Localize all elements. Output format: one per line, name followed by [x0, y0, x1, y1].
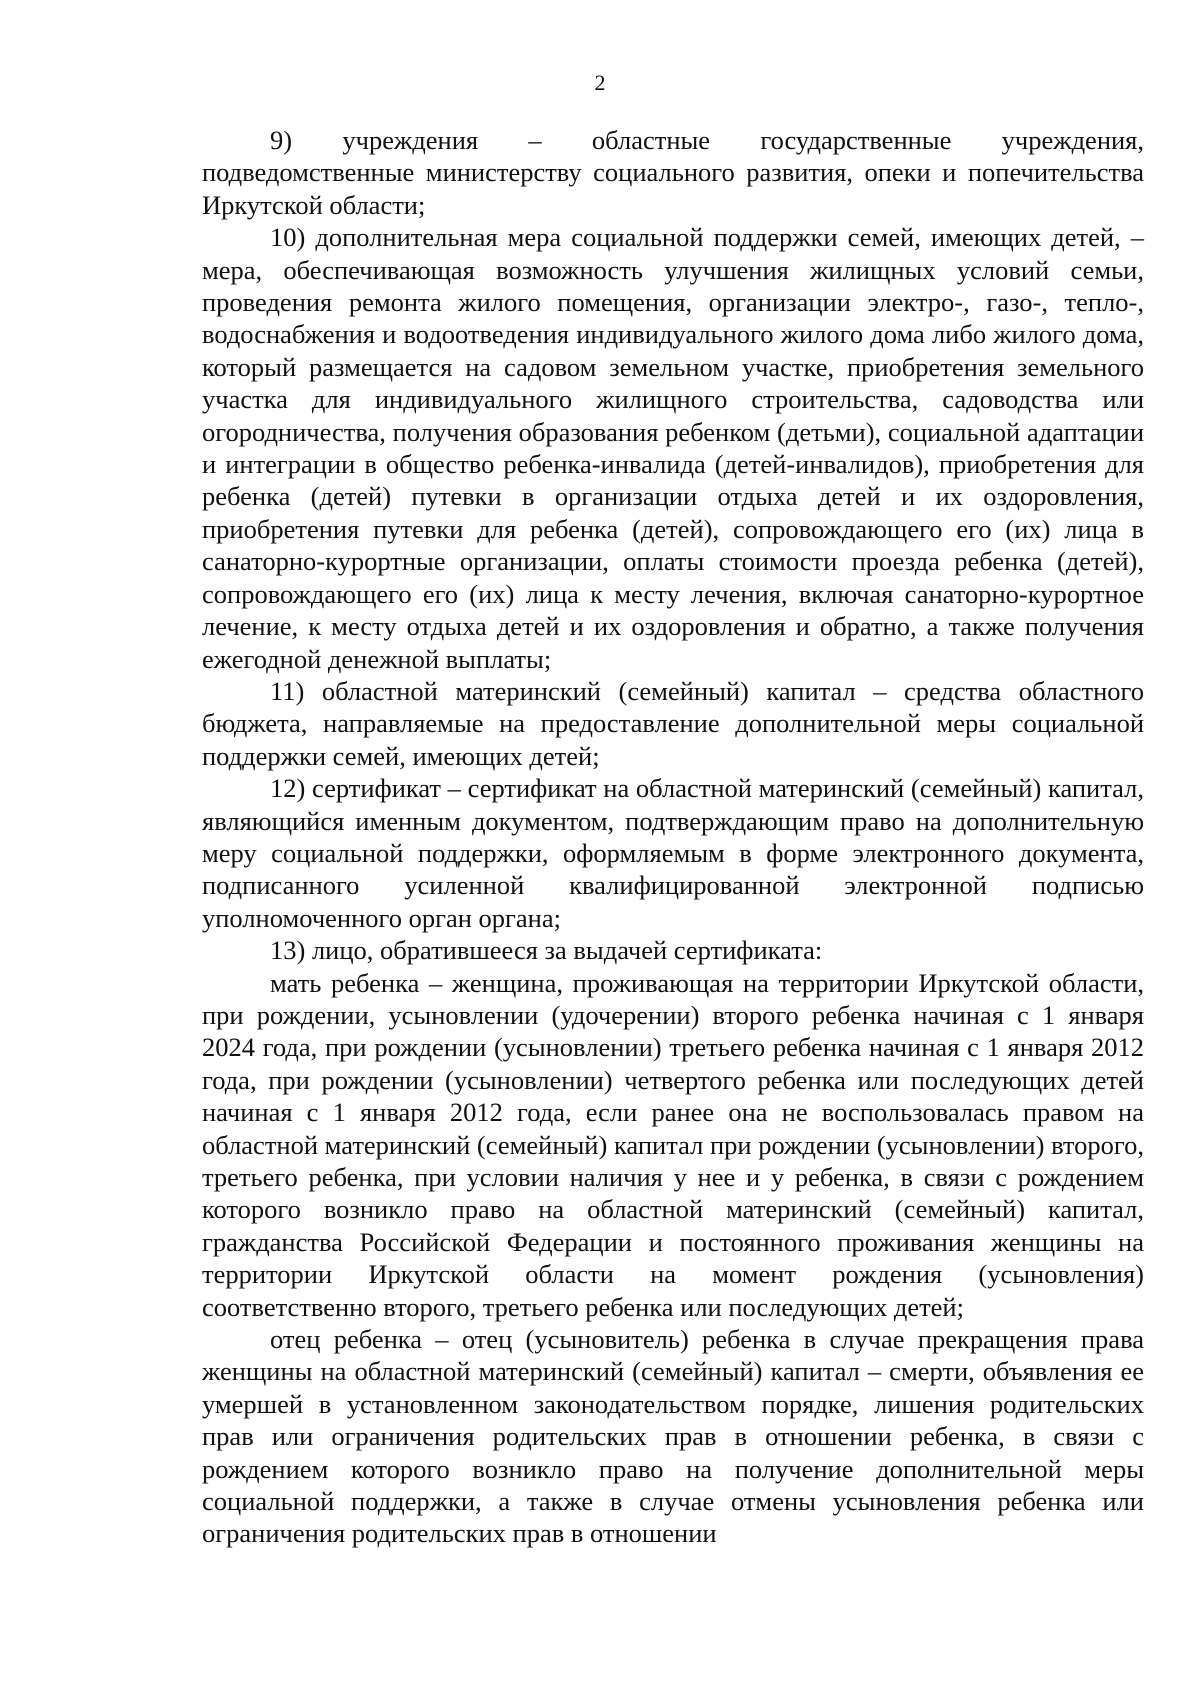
paragraph-mother-definition: мать ребенка – женщина, проживающая на территории Иркутской области, при рождении, усыновлении (удочерении) второго ребенка начиная с 1 января 2024 года, при рождении (усыновлении) третьего ребенка начиная с 1 января 2012 года, при рождении (усыновлении) четвертого ребенка или последующих детей начиная с 1 января 2012 года, если ранее она не воспользовалась правом на областной материнский (семейный) капитал при рождении (усыновлении) второго, третьего ребенка, при условии наличия у нее и у ребенка, в связи с рождением которого возникло право на областной материнский (семейный) капитал, гражданства Российской Федерации и постоянного проживания женщины на территории Иркутской области на момент рождения (усыновления) соответственно второго, третьего ребенка или последующих детей; [202, 967, 1144, 1322]
paragraph-item-12: 12) сертификат – сертификат на областной материнский (семейный) капитал, являющийся именным документом, подтверждающим право на дополнительную меру социальной поддержки, оформляемым в форме электронного документа, подписанного усиленной квалифицированной электронной подписью уполномоченного орган органа; [202, 773, 1144, 933]
paragraph-item-13: 13) лицо, обратившееся за выдачей сертификата: [270, 935, 823, 966]
paragraph-item-10: 10) дополнительная мера социальной поддержки семей, имеющих детей, – мера, обеспечивающая возможность улучшения жилищных условий семьи, проведения ремонта жилого помещения, организации электро-, газо-, тепло-, водоснабжения и водоотведения индивидуального жилого дома либо жилого дома, который размещается на садовом земельном участке, приобретения земельного участка для индивидуального жилищного строительства, садоводства или огородничества, получения образования ребенком (детьми), социальной адаптации и интеграции в общество ребенка-инвалида (детей-инвалидов), приобретения для ребенка (детей) путевки в организации отдыха детей и их оздоровления, приобретения путевки для ребенка (детей), сопровождающего его (их) лица в санаторно-курортные организации, оплаты стоимости проезда ребенка (детей), сопровождающего его (их) лица к месту лечения, включая санаторно-курортное лечение, к месту отдыха детей и их оздоровления и обратно, а также получения ежегодной денежной выплаты; [202, 222, 1144, 674]
document-body [202, 124, 1144, 1550]
paragraph-item-11: 11) областной материнский (семейный) капитал – средства областного бюджета, направляемые на предоставление дополнительной меры социальной поддержки семей, имеющих детей; [202, 675, 1144, 771]
paragraph-father-definition: отец ребенка – отец (усыновитель) ребенка в случае прекращения права женщины на областной материнский (семейный) капитал – смерти, объявления ее умершей в установленном законодательством порядке, лишения родительских прав или ограничения родительских прав в отношении ребенка, в связи с рождением которого возникло право на получение дополнительной меры социальной поддержки, а также в случае отмены усыновления ребенка или ограничения родительских прав в отношении [202, 1324, 1144, 1549]
paragraph-item-9: 9) учреждения – областные государственные учреждения, подведомственные министерству социального развития, опеки и попечительства Иркутской области; [202, 125, 1144, 220]
page-number: 2 [594, 70, 606, 95]
